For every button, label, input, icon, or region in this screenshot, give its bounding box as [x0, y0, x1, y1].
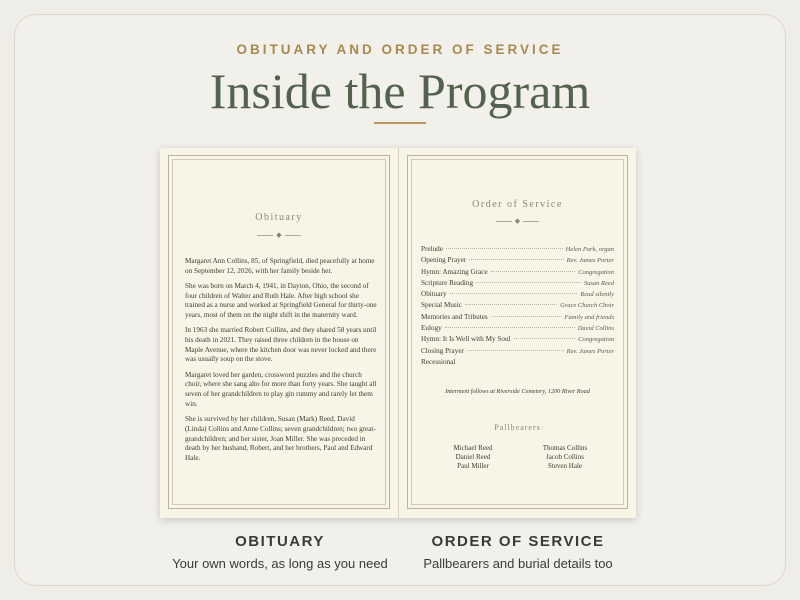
obituary-paragraph: She is survived by her children, Susan (Mark) Reed, David (Linda) Collins and Anne Collins; seven grandchildren; two great-grandchildren; and her sister, Joan Miller. She was preceded in death by her husband, Robert, and her brothers, Paul and Edward Hale.: [185, 415, 376, 462]
service-row: [421, 290, 614, 301]
pallbearers-title: Pallbearers: [494, 423, 541, 432]
dot-leader: [514, 338, 576, 339]
service-item: Hymn: Amazing Grace: [421, 267, 488, 276]
service-item: Memories and Tributes: [421, 312, 488, 321]
service-row: [421, 347, 614, 358]
service-ornament: [408, 217, 627, 225]
page-title: Inside the Program: [209, 63, 591, 119]
service-participant: Congregation: [578, 336, 614, 344]
dot-leader: [491, 271, 575, 272]
caption-obituary-title: OBITUARY: [235, 533, 325, 550]
interment-note: Interment follows at Riverside Cemetery, 1200 River Road: [445, 388, 590, 395]
program-booklet: [160, 148, 636, 518]
booklet-spine: [398, 148, 399, 518]
service-participant: Read silently: [580, 291, 614, 299]
dot-leader: [450, 293, 578, 294]
pallbearer-name: Paul Miller: [457, 462, 489, 470]
service-participant: Rev. James Porter: [566, 257, 614, 265]
eyebrow-label: OBITUARY AND ORDER OF SERVICE: [236, 42, 564, 57]
service-item: Prelude: [421, 245, 443, 253]
service-participant: Helen Park, organ: [565, 246, 614, 253]
service-item: Scripture Reading: [421, 278, 474, 287]
diamond-icon: ◆: [514, 217, 521, 225]
pallbearer-name: Steven Hale: [547, 462, 582, 470]
obituary-title: Obituary: [255, 212, 303, 223]
obituary-ornament: [169, 231, 389, 239]
dot-leader: [491, 316, 562, 317]
caption-service-subtitle: Pallbearers and burial details too: [423, 556, 613, 571]
obituary-panel: [168, 155, 390, 509]
service-item: Hymn: It Is Well with My Soul: [421, 335, 511, 344]
service-item: Opening Prayer: [421, 256, 467, 265]
pallbearer-name: Jacob Collins: [546, 453, 584, 461]
obituary-paragraph: Margaret loved her garden, crossword puzzles and the church choir, where she sang alto for more than forty years. She taught all seven of her grandchildren to play gin rummy and rarely let them win.: [185, 370, 377, 408]
pallbearers-column-right: [520, 444, 610, 471]
obituary-paragraph: In 1963 she married Robert Collins, and they shared 58 years until his death in 2021. They raised three children in the house on Maple Avenue, where the kitchen door was never locked and there was usually soup on the stove.: [185, 326, 377, 364]
service-participant: Congregation: [578, 268, 614, 276]
service-item: Eulogy: [421, 324, 442, 333]
dot-leader: [467, 350, 564, 351]
service-row: [421, 268, 614, 279]
obituary-body: [185, 257, 377, 469]
service-participant: Family and friends: [564, 313, 614, 321]
obituary-paragraph: Margaret Ann Collins, 85, of Springfield, died peacefully at home on September 12, 2026, with her family beside her.: [185, 257, 375, 275]
order-of-service-title: Order of Service: [472, 199, 563, 210]
service-row: [421, 335, 614, 346]
order-of-service-panel: [407, 155, 628, 509]
caption-service-title: ORDER OF SERVICE: [431, 533, 605, 550]
service-participant: David Collins: [577, 325, 614, 333]
dot-leader: [476, 282, 581, 283]
service-item: Special Music: [421, 301, 462, 310]
service-list: [421, 245, 614, 369]
dot-leader: [445, 327, 575, 328]
service-row: [421, 358, 614, 369]
dot-leader: [446, 248, 563, 249]
service-row: [421, 313, 614, 324]
pallbearer-name: Michael Reed: [453, 444, 493, 452]
pallbearers-column-left: [428, 444, 518, 471]
service-participant: Grace Church Choir: [560, 302, 614, 310]
service-row: [421, 301, 614, 312]
service-row: [421, 324, 614, 335]
service-item: Recessional: [421, 357, 456, 366]
obituary-paragraph: She was born on March 4, 1941, in Dayton, Ohio, the second of four children of Walter and Ruth Hale. After high school she trained as a nurse and worked at Springfield General for thirty-one years, most of them on the night shift in the maternity ward.: [185, 281, 377, 320]
service-item: Closing Prayer: [421, 346, 464, 355]
diamond-icon: ◆: [276, 231, 282, 239]
pallbearer-name: Thomas Collins: [542, 444, 588, 452]
service-row: [421, 256, 614, 267]
service-item: Obituary: [421, 290, 447, 299]
service-row: [421, 245, 614, 256]
service-participant: Susan Reed: [583, 279, 614, 287]
dot-leader: [465, 304, 557, 305]
service-participant: Rev. James Porter: [566, 347, 614, 355]
caption-obituary-subtitle: Your own words, as long as you need: [172, 556, 388, 571]
dot-leader: [469, 259, 563, 260]
pallbearer-name: Daniel Reed: [455, 453, 491, 461]
title-divider: [374, 122, 426, 124]
service-row: [421, 279, 614, 290]
